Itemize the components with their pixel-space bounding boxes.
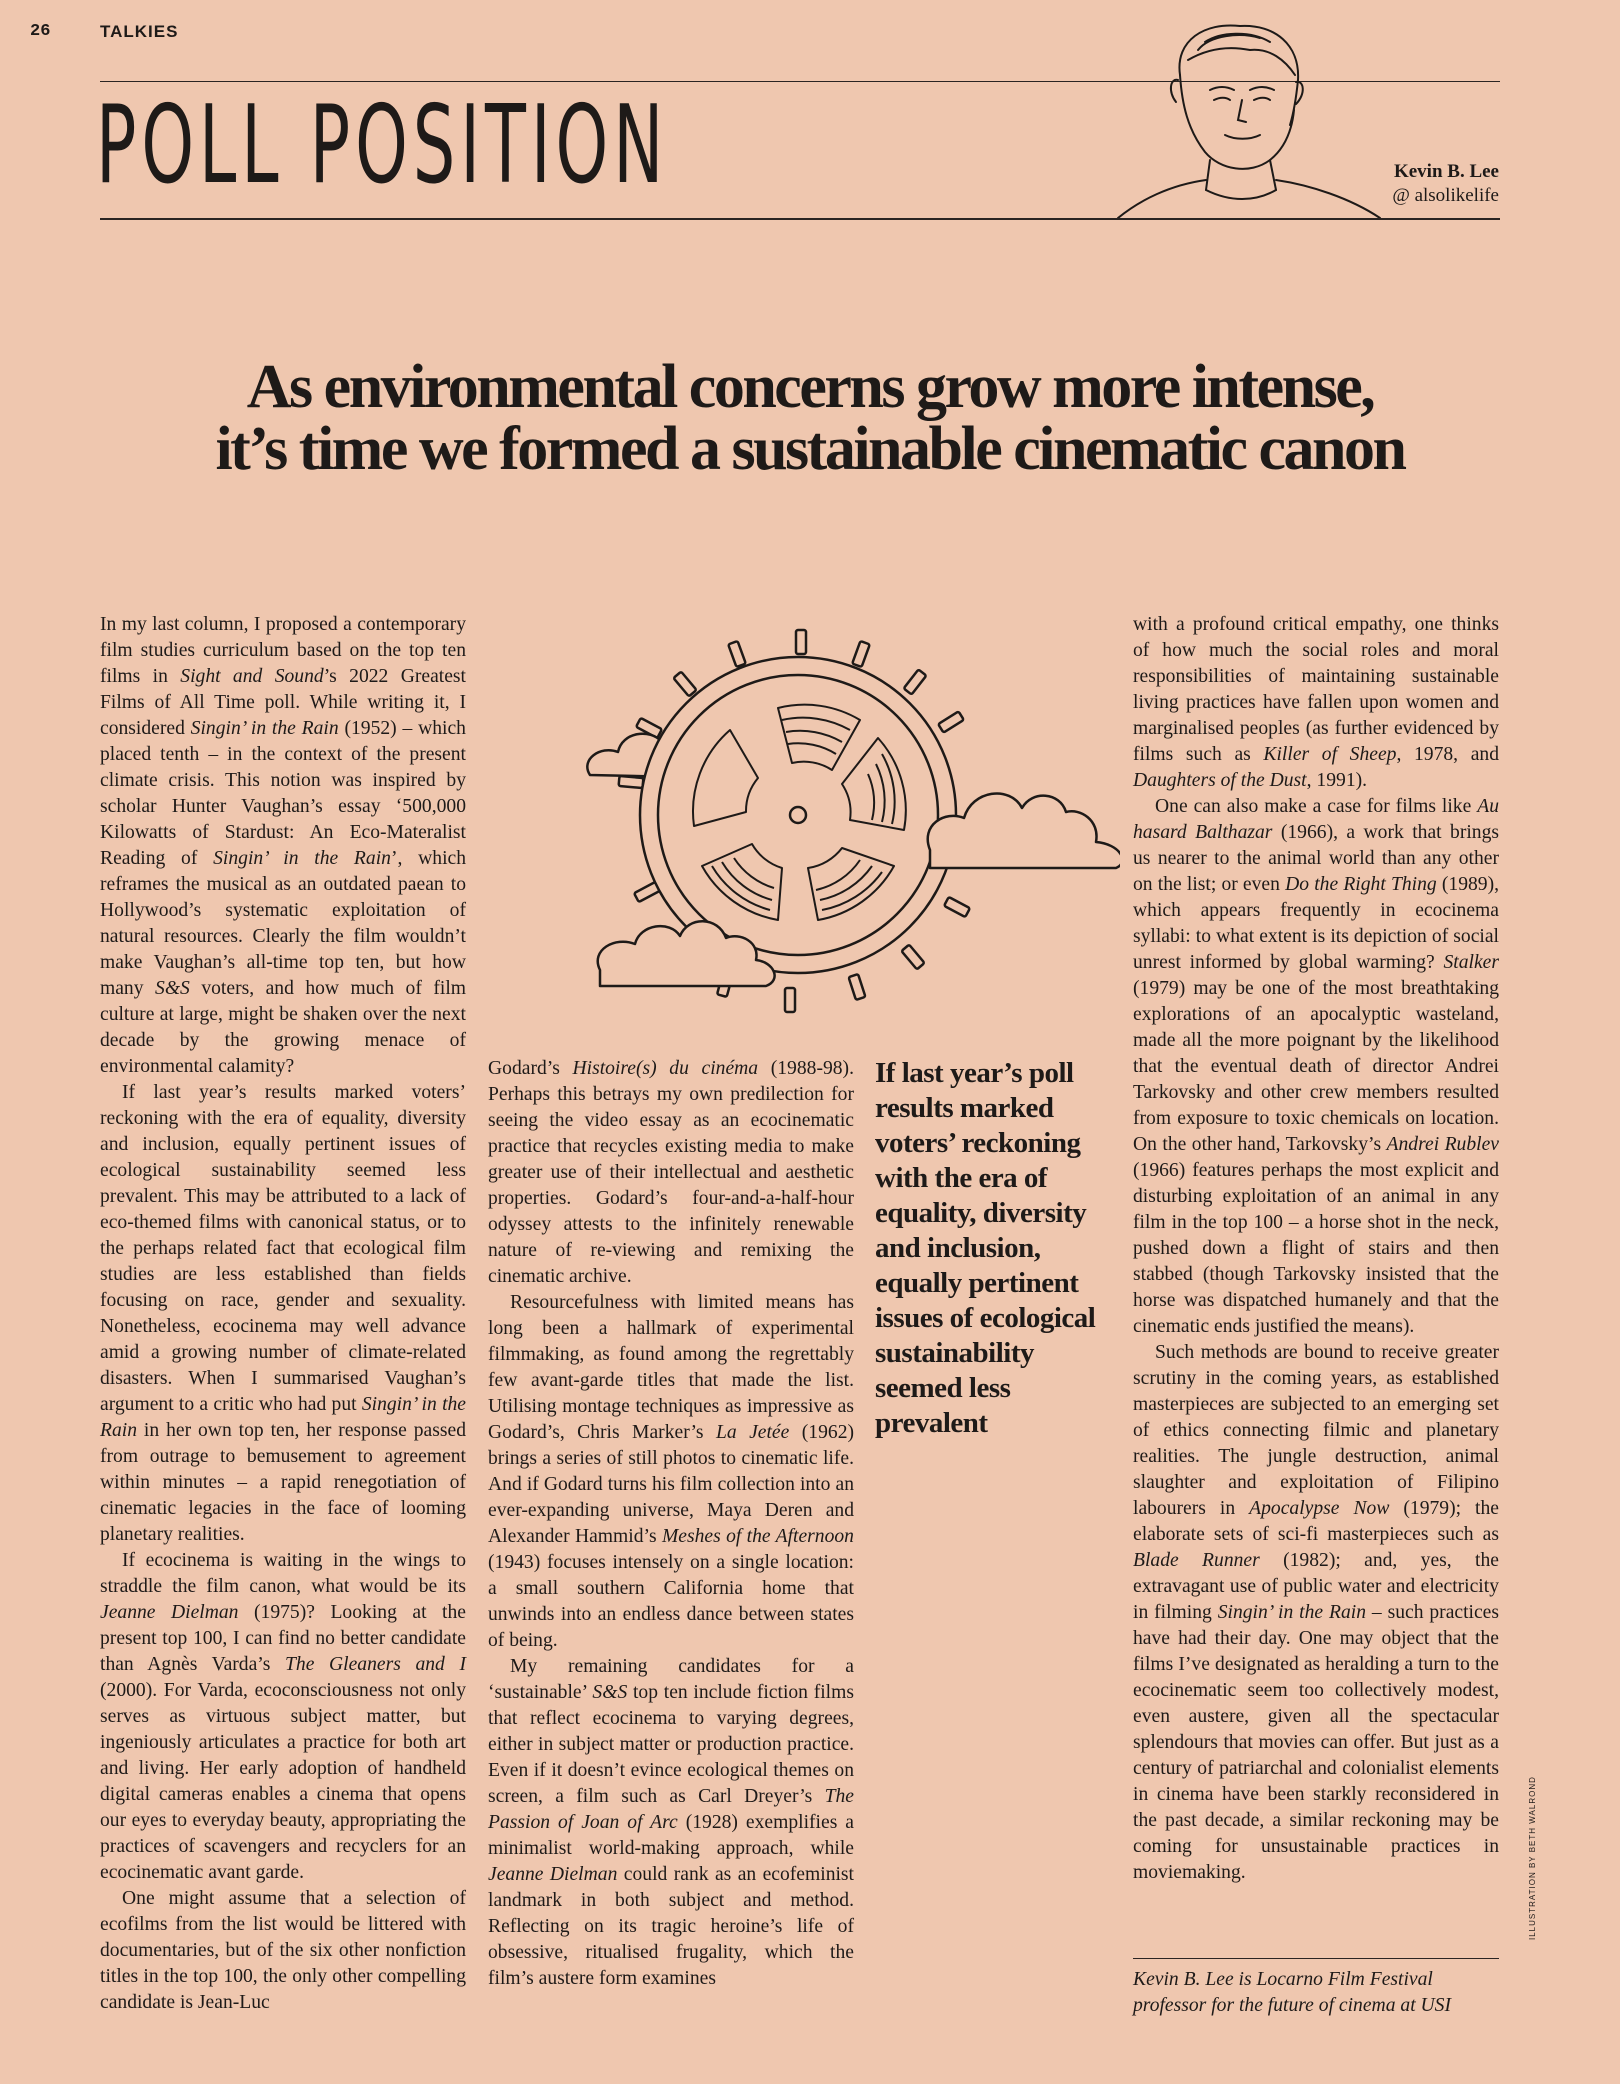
article-column-1 — [100, 612, 466, 2016]
author-portrait — [1110, 20, 1390, 220]
pull-quote: If last year’s poll results marked voters’ reckoning with the era of equality, diversity and inclusion, equally pertinent issues of ecological sustainability seemed less prevalent — [875, 1057, 1096, 1439]
paragraph: If ecocinema is waiting in the wings to straddle the film canon, what would be its Jeanne Dielman (1975)? Looking at the present top 100, I can find no better candidate than Agnès Varda’s The Gleaners and I (2000). For Varda, ecoconsciousness not only serves as virtuous subject matter, but ingeniously articulates a practice for both art and living. Her early adoption of handheld digital cameras enables a cinema that opens our eyes to everyday beauty, appropriating the practices of scavengers and recyclers for an ecocinematic avant garde. — [100, 1550, 466, 1883]
headline-line-2: it’s time we formed a sustainable cinematic canon — [215, 415, 1405, 483]
author-handle[interactable]: @ alsolikelife — [1392, 185, 1499, 206]
paragraph: with a profound critical empathy, one thinks of how much the social roles and moral responsibilities of maintaining sustainable living practices have fallen upon women and marginalised peoples (as further evidenced by films such as Killer of Sheep, 1978, and Daughters of the Dust, 1991). — [1133, 614, 1499, 791]
paragraph: In my last column, I proposed a contemporary film studies curriculum based on the top ten films in Sight and Sound’s 2022 Greatest Films of All Time poll. While writing it, I considered Singin’ in the Rain (1952) – which placed tenth – in the context of the present climate crisis. This notion was inspired by scholar Hunter Vaughan’s essay ‘500,000 Kilowatts of Stardust: An Eco-Materalist Reading of Singin’ in the Rain’, which reframes the musical as an outdated paean to Hollywood’s systematic exploitation of natural resources. Clearly the film wouldn’t make Vaughan’s all-time top ten, but how many S&S voters, and how much of film culture at large, might be shaken over the next decade by the growing menace of environmental calamity? — [100, 614, 467, 1077]
paragraph: Godard’s Histoire(s) du cinéma (1988-98). Perhaps this betrays my own predilection for seeing the video essay as an ecocinematic practice that recycles existing media to make greater use of their intellectual and aesthetic properties. Godard’s four-and-a-half-hour odyssey attests to the infinitely renewable nature of re-viewing and remixing the cinematic archive. — [488, 1058, 854, 1287]
article-column-4 — [1133, 612, 1499, 1886]
column-title: POLL POSITION — [96, 83, 669, 208]
paragraph: One might assume that a selection of ecofilms from the list would be littered with documentaries, but of the six other nonfiction titles in the top 100, the only other compelling candidate is Jean-Luc — [100, 1888, 466, 2013]
paragraph: My remaining candidates for a ‘sustainable’ S&S top ten include fiction films that reflect ecocinema to varying degrees, either in subject matter or production practice. Even if it doesn’t evince ecological themes on screen, a film such as Carl Dreyer’s The Passion of Joan of Arc (1928) exemplifies a minimalist world-making approach, while Jeanne Dielman could rank as an ecofeminist landmark in both subject and method. Reflecting on its tragic heroine’s life of obsessive, ritualised frugality, which the film’s austere form examines — [488, 1656, 854, 1989]
bio-rule — [1133, 1958, 1499, 1959]
illustration-credit: ILLUSTRATION BY BETH WALROND — [1528, 1776, 1537, 1940]
headline-line-1: As environmental concerns grow more intense, — [246, 353, 1374, 421]
article-column-2 — [488, 1056, 854, 1992]
paragraph: Such methods are bound to receive greater scrutiny in the coming years, as established masterpieces are subjected to an emerging set of ethics connecting filmic and planetary realities. The jungle destruction, animal slaughter and exploitation of Filipino labourers in Apocalypse Now (1979); the elaborate sets of sci-fi masterpieces such as Blade Runner (1982); and, yes, the extravagant use of public water and electricity in filming Singin’ in the Rain – such practices have had their day. One may object that the films I’ve designated as heralding a turn to the ecocinematic seem too collectively modest, even austere, given all the spectacular splendours that movies can offer. But just as a century of patriarchal and colonialist elements in cinema have been starkly reconsidered in the past decade, a similar reckoning may be coming for unsustainable practices in moviemaking. — [1133, 1342, 1499, 1883]
author-bio: Kevin B. Lee is Locarno Film Festival professor for the future of cinema at USI — [1133, 1969, 1452, 2016]
section-label: TALKIES — [100, 22, 179, 41]
paragraph: Resourcefulness with limited means has long been a hallmark of experimental filmmaking, as found among the regrettably few avant-garde titles that made the list. Utilising montage techniques as impressive as Godard’s, Chris Marker’s La Jetée (1962) brings a series of still photos to cinematic life. And if Godard turns his film collection into an ever-expanding universe, Maya Deren and Alexander Hammid’s Meshes of the Afternoon (1943) focuses intensely on a single location: a small southern California home that unwinds into an endless dance between states of being. — [488, 1292, 855, 1651]
page-number: 26 — [30, 22, 51, 41]
author-byline — [1392, 160, 1499, 208]
film-reel-illustration — [560, 620, 1120, 1030]
paragraph: If last year’s results marked voters’ reckoning with the era of equality, diversity and inclusion, equally pertinent issues of ecological sustainability seemed less prevalent. This may be attributed to a lack of eco-themed films with canonical status, or to the perhaps related fact that ecological film studies are less established than fields focusing on race, gender and sexuality. Nonetheless, ecocinema may well advance amid a growing number of climate-related disasters. When I summarised Vaughan’s argument to a critic who had put Singin’ in the Rain in her own top ten, her response passed from outrage to bemusement to agreement within minutes – a rapid renegotiation of cinematic legacies in the face of looming planetary realities. — [100, 1082, 467, 1545]
paragraph: One can also make a case for films like Au hasard Balthazar (1966), a work that brings us nearer to the animal world than any other on the list; or even Do the Right Thing (1989), which appears frequently in ecocinema syllabi: to what extent is its depiction of social unrest informed by global warming? Stalker (1979) may be one of the most breathtaking explorations of an apocalyptic wasteland, made all the more poignant by the likelihood that the eventual death of director Andrei Tarkovsky and other crew members resulted from exposure to toxic chemicals on location. On the other hand, Tarkovsky’s Andrei Rublev (1966) features perhaps the most explicit and disturbing exploitation of an animal in any film in the top 100 – a horse shot in the neck, pushed down a flight of stairs and then stabbed (though Tarkovsky insisted that the horse was dispatched humanely and that the cinematic ends justified the means). — [1133, 796, 1500, 1337]
headline — [0, 353, 1620, 483]
header-bottom-rule — [100, 218, 1500, 220]
author-name: Kevin B. Lee — [1393, 161, 1499, 182]
